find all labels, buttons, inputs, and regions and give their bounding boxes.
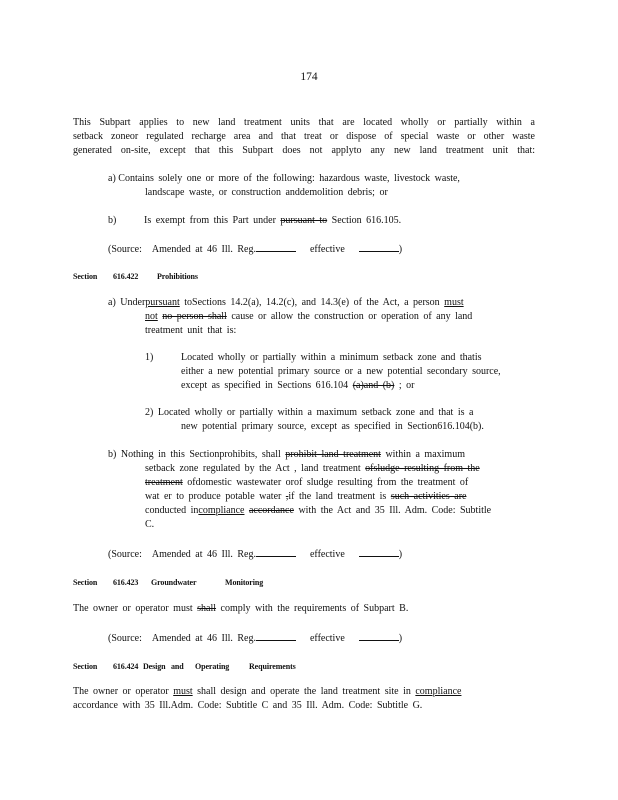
struck-text: prohibit land treatment bbox=[285, 449, 381, 460]
source-amended: Amended at 46 Ill. Reg. bbox=[151, 244, 256, 255]
struck-text: no person shall bbox=[162, 311, 227, 322]
source-close: ) bbox=[398, 244, 403, 255]
blank-line bbox=[359, 630, 399, 641]
sub-1-line-3 bbox=[145, 379, 540, 393]
blank-line bbox=[256, 241, 296, 252]
item-a-421-line-1: Contains solely one or more of the following: hazardous waste, livestock waste, bbox=[118, 173, 460, 184]
section-word: Section bbox=[73, 272, 98, 281]
item-b-421-text-1: Is exempt from this Part under bbox=[144, 215, 281, 226]
section-title: Groundwater bbox=[151, 578, 197, 587]
item-b-422-line-3 bbox=[108, 476, 540, 490]
item-a-422-line-1 bbox=[108, 296, 540, 310]
text-under: Under bbox=[120, 297, 146, 308]
item-b-422-line-4 bbox=[108, 490, 540, 504]
section-heading-422 bbox=[73, 270, 198, 284]
paragraph-424-line-2: accordance with 35 Ill.Adm. Code: Subtitle C and 35 Ill. Adm. Code: Subtitle G. bbox=[73, 700, 423, 711]
source-close: ) bbox=[398, 633, 403, 644]
text-cause: cause or allow the construction or operation of any land bbox=[226, 311, 473, 322]
item-b-text-2: within a maximum bbox=[380, 449, 465, 460]
item-b-text-3: setback zone regulated by the Act , land treatment bbox=[145, 463, 366, 474]
section-title: Design bbox=[143, 662, 166, 671]
list-item-a-422 bbox=[108, 296, 540, 338]
paragraph-424 bbox=[73, 685, 543, 713]
source-effective: effective bbox=[309, 549, 345, 560]
blank-line bbox=[359, 546, 399, 557]
section-title: Operating bbox=[195, 662, 230, 671]
list-item-1 bbox=[145, 351, 540, 393]
source-note bbox=[108, 546, 412, 562]
item-b-text-4: ofdomestic wastewater orof sludge resulting from the treatment of bbox=[182, 477, 469, 488]
page-number: 174 bbox=[300, 71, 318, 83]
list-item-2 bbox=[145, 406, 540, 434]
item-a-421-line-2: landscape waste, or construction anddemolition debris; or bbox=[145, 187, 388, 198]
intro-line-2: setback zoneor regulated recharge area and that treat or dispose of special waste or other waste bbox=[73, 131, 535, 142]
intro-line-3: generated on-site, except that this Subpart does not applyto any new land treatment unit that: bbox=[73, 145, 535, 156]
underlined-text: compliance bbox=[415, 686, 462, 697]
struck-text: accordance bbox=[248, 505, 294, 516]
item-a-422-line-2 bbox=[108, 310, 540, 324]
text-design: shall design and operate the land treatment site in bbox=[192, 686, 416, 697]
section-title: and bbox=[171, 662, 184, 671]
item-b-422-line-2 bbox=[108, 462, 540, 476]
underlined-text: must bbox=[444, 297, 464, 308]
intro-line-1: This Subpart applies to new land treatment units that are located wholly or partially within a bbox=[73, 117, 535, 128]
section-title: Prohibitions bbox=[157, 272, 198, 281]
section-heading-424 bbox=[73, 660, 296, 674]
section-word: Section bbox=[73, 662, 98, 671]
struck-text: shall bbox=[197, 603, 217, 614]
blank-line bbox=[359, 241, 399, 252]
underlined-text: not bbox=[145, 311, 158, 322]
source-effective: effective bbox=[309, 633, 345, 644]
list-item-b-421 bbox=[108, 214, 538, 228]
item-b-text-7: conducted in bbox=[145, 505, 199, 516]
item-b-422-line-5 bbox=[108, 504, 540, 518]
text-comply: comply with the requirements of Subpart B. bbox=[216, 603, 409, 614]
list-item-b-422 bbox=[108, 448, 540, 532]
source-close: ) bbox=[398, 549, 403, 560]
paragraph-423 bbox=[73, 602, 408, 616]
text-owner: The owner or operator bbox=[73, 686, 174, 697]
struck-text: (a)and (b) bbox=[352, 380, 395, 391]
item-b-text-8: with the Act and 35 Ill. Adm. Code: Subtitle bbox=[293, 505, 492, 516]
section-number: 616.424 bbox=[113, 662, 139, 671]
source-amended: Amended at 46 Ill. Reg. bbox=[151, 549, 256, 560]
item-label: 1) bbox=[145, 352, 154, 363]
source-amended: Amended at 46 Ill. Reg. bbox=[151, 633, 256, 644]
struck-text: such activities are bbox=[390, 491, 467, 502]
section-number: 616.423 bbox=[113, 578, 139, 587]
item-label: b) bbox=[108, 449, 117, 460]
text-sections: toSections 14.2(a), 14.2(c), and 14.3(e) of the Act, a person bbox=[179, 297, 440, 308]
source-label: (Source: bbox=[108, 549, 142, 560]
item-label: b) bbox=[108, 215, 117, 226]
intro-paragraph bbox=[73, 116, 535, 158]
section-title: Monitoring bbox=[225, 578, 264, 587]
source-label: (Source: bbox=[108, 633, 142, 644]
item-b-422-line-6: C. bbox=[145, 519, 155, 530]
underlined-text: must bbox=[173, 686, 193, 697]
item-b-text-1: Nothing in this Sectionprohibits, shall bbox=[120, 449, 286, 460]
blank-line bbox=[256, 630, 296, 641]
item-b-text-6: if the land treatment is bbox=[288, 491, 391, 502]
sub-1-line-2: either a new potential primary source or a new potential secondary source, bbox=[181, 366, 501, 377]
section-number: 616.422 bbox=[113, 272, 139, 281]
item-label: a) bbox=[108, 173, 116, 184]
item-b-422-line-1 bbox=[108, 448, 540, 462]
item-label: 2) bbox=[145, 407, 154, 418]
sub-1-text-end: ; or bbox=[394, 380, 415, 391]
item-a-422-line-3: treatment unit that is: bbox=[145, 325, 237, 336]
section-title: Requirements bbox=[249, 662, 296, 671]
sub-2-text-1: Located wholly or partially within a maximum setback zone and that is a bbox=[157, 407, 474, 418]
list-item-a-421 bbox=[108, 172, 538, 200]
sub-1-text-3: except as specified in Sections 616.104 bbox=[181, 380, 353, 391]
item-b-421-text-2: Section 616.105. bbox=[327, 215, 402, 226]
source-note bbox=[108, 241, 412, 257]
item-label: a) bbox=[108, 297, 116, 308]
struck-text: pursuant to bbox=[280, 215, 328, 226]
source-note bbox=[108, 630, 412, 646]
sub-1-line-1 bbox=[145, 351, 540, 365]
blank-line bbox=[256, 546, 296, 557]
source-label: (Source: bbox=[108, 244, 142, 255]
sub-1-text-1: Located wholly or partially within a minimum setback zone and thatis bbox=[181, 352, 482, 363]
section-heading-423 bbox=[73, 576, 263, 590]
section-word: Section bbox=[73, 578, 98, 587]
text-owner: The owner or operator must bbox=[73, 603, 198, 614]
struck-text: , bbox=[285, 491, 289, 502]
sub-2-line-1 bbox=[145, 406, 540, 420]
underlined-text: pursuant bbox=[145, 297, 180, 308]
underlined-text: compliance bbox=[198, 505, 245, 516]
struck-text: ofsludge resulting from the bbox=[365, 463, 480, 474]
paragraph-424-line-1 bbox=[73, 685, 543, 699]
sub-2-line-2: new potential primary source, except as specified in Section616.104(b). bbox=[181, 421, 484, 432]
item-b-text-5: wat er to produce potable water bbox=[145, 491, 286, 502]
struck-text: treatment bbox=[145, 477, 183, 488]
source-effective: effective bbox=[309, 244, 345, 255]
